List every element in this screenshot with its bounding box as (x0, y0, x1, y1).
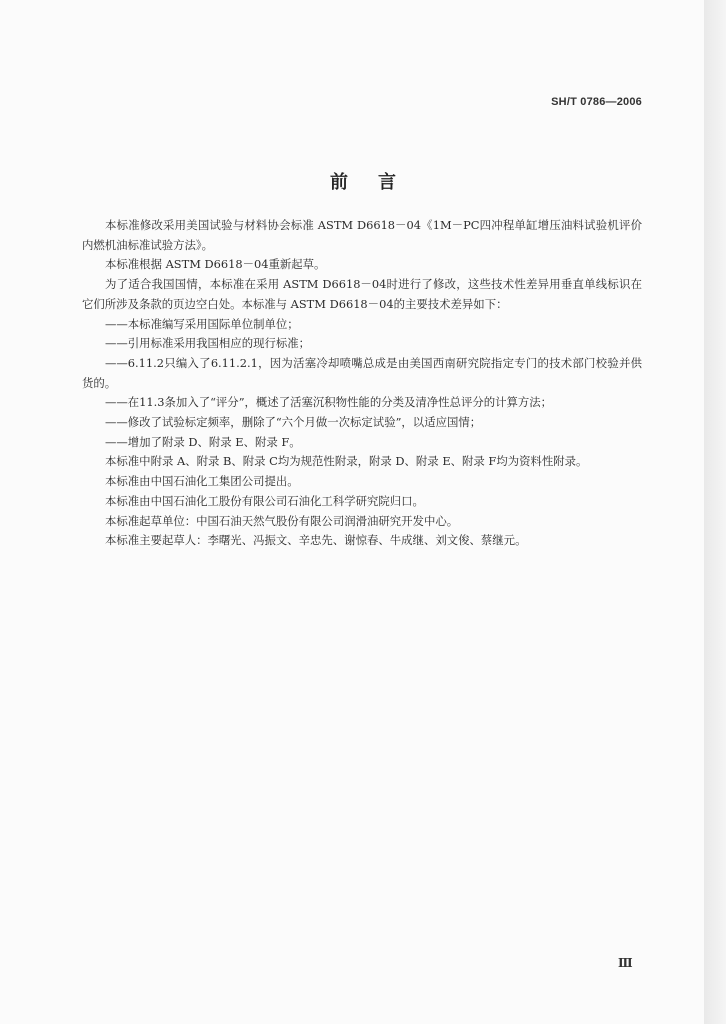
paragraph-list-item: ——6.11.2只编入了6.11.2.1，因为活塞冷却喷嘴总成是由美国西南研究院指定专门的技术部门校验并供货的。 (82, 355, 642, 390)
paragraph: 为了适合我国国情，本标准在采用 ASTM D6618－04时进行了修改，这些技术性差异用垂直单线标识在它们所涉及条款的页边空白处。本标准与 ASTM D6618－04的主要技术差异如下： (82, 277, 642, 311)
paragraph: 本标准中附录 A、附录 B、附录 C均为规范性附录，附录 D、附录 E、附录 F均为资料性附录。 (105, 454, 588, 469)
paragraph: 本标准修改采用美国试验与材料协会标准 ASTM D6618－04《1M－PC四冲程单缸增压油料试验机评价内燃机油标准试验方法》。 (82, 218, 642, 252)
paragraph-list-item: ——在11.3条加入了“评分”，概述了活塞沉积物性能的分类及清净性总评分的计算方法； (105, 395, 553, 410)
paragraph: 本标准根据 ASTM D6618－04重新起草。 (105, 257, 326, 272)
paragraph-list-item: ——本标准编写采用国际单位制单位； (105, 316, 299, 331)
page-title: 前言 (330, 172, 426, 193)
standard-code: SH/T 0786—2006 (551, 96, 642, 108)
paragraph: 本标准由中国石油化工集团公司提出。 (105, 474, 299, 489)
paragraph: 本标准起草单位：中国石油天然气股份有限公司润滑油研究开发中心。 (105, 513, 459, 528)
page-number: Ⅲ (618, 956, 633, 970)
scan-edge (704, 0, 726, 1024)
paragraph-list-item: ——引用标准采用我国相应的现行标准； (105, 336, 311, 351)
paragraph-list-item: ——修改了试验标定频率，删除了“六个月做一次标定试验”，以适应国情； (105, 415, 482, 430)
foreword-body (82, 216, 642, 551)
paragraph: 本标准主要起草人：李曙光、冯振文、辛忠先、谢惊春、牛成继、刘文俊、蔡继元。 (105, 533, 527, 548)
paragraph-list-item: ——增加了附录 D、附录 E、附录 F。 (105, 434, 301, 449)
paragraph: 本标准由中国石油化工股份有限公司石油化工科学研究院归口。 (105, 493, 424, 508)
